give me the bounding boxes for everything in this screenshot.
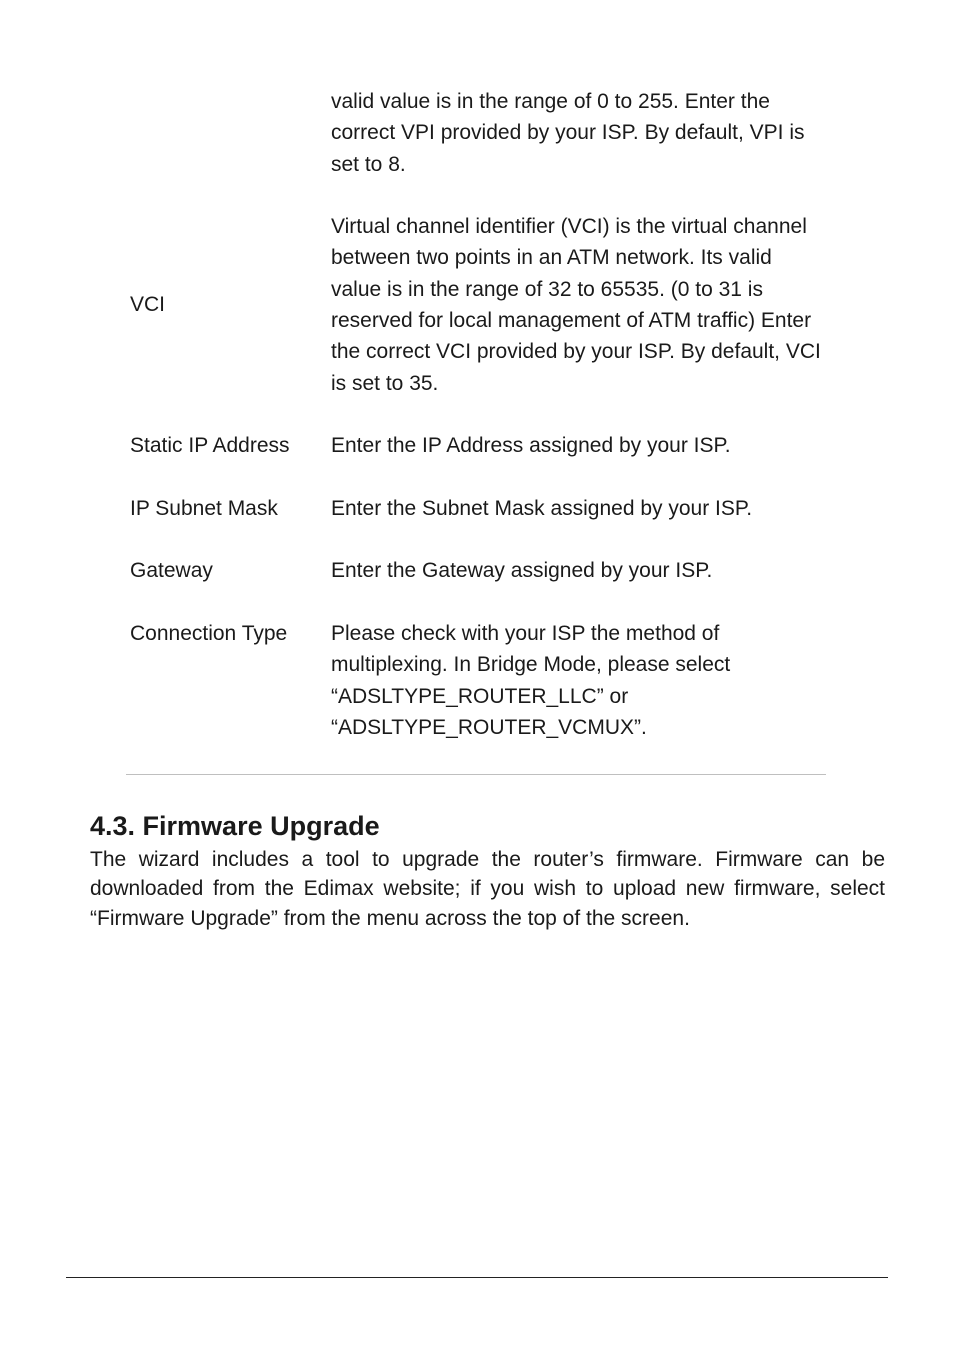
section-paragraph: The wizard includes a tool to upgrade the router’s firmware. Firmware can be downloaded from the Edimax website; if you wish to upload new firmware, select “Firmware Upgrade” from the menu across the top of the screen.: [90, 848, 885, 930]
footer-divider: [66, 1277, 888, 1278]
row-label: IP Subnet Mask: [130, 496, 278, 520]
section-heading: 4.3. Firmware Upgrade: [90, 811, 380, 841]
row-description: Enter the IP Address assigned by your ISP.: [331, 434, 731, 458]
row-label: VCI: [130, 293, 166, 317]
row-description: valid value is in the range of 0 to 255. Enter the correct VPI provided by your ISP. By default, VPI is set to 8.: [331, 90, 805, 176]
table-row-static-ip: [126, 430, 826, 461]
row-description: Virtual channel identifier (VCI) is the virtual channel between two points in an ATM network. Its valid value is in the range of 32 to 65535. (0 to 31 is reserved for local management of ATM traffic) Enter the correct VCI provided by your ISP. By default, VCI is set to 35.: [331, 215, 821, 395]
row-label: Connection Type: [130, 622, 288, 646]
table-row-gateway: [126, 555, 826, 586]
row-label: Gateway: [130, 559, 213, 583]
table-row-connection-type: [126, 618, 826, 743]
table-row-vci: [126, 211, 826, 399]
row-description: Please check with your ISP the method of multiplexing. In Bridge Mode, please select “ADSLTYPE_ROUTER_LLC” or “ADSLTYPE_ROUTER_VCMUX”.: [331, 622, 731, 739]
parameter-table: [126, 86, 826, 743]
table-row-subnet-mask: [126, 493, 826, 524]
row-description: Enter the Subnet Mask assigned by your ISP.: [331, 496, 753, 520]
table-bottom-divider: [126, 774, 826, 775]
table-row-vpi-continuation: [126, 86, 826, 180]
row-description: Enter the Gateway assigned by your ISP.: [331, 559, 713, 583]
row-label: Static IP Address: [130, 434, 290, 458]
